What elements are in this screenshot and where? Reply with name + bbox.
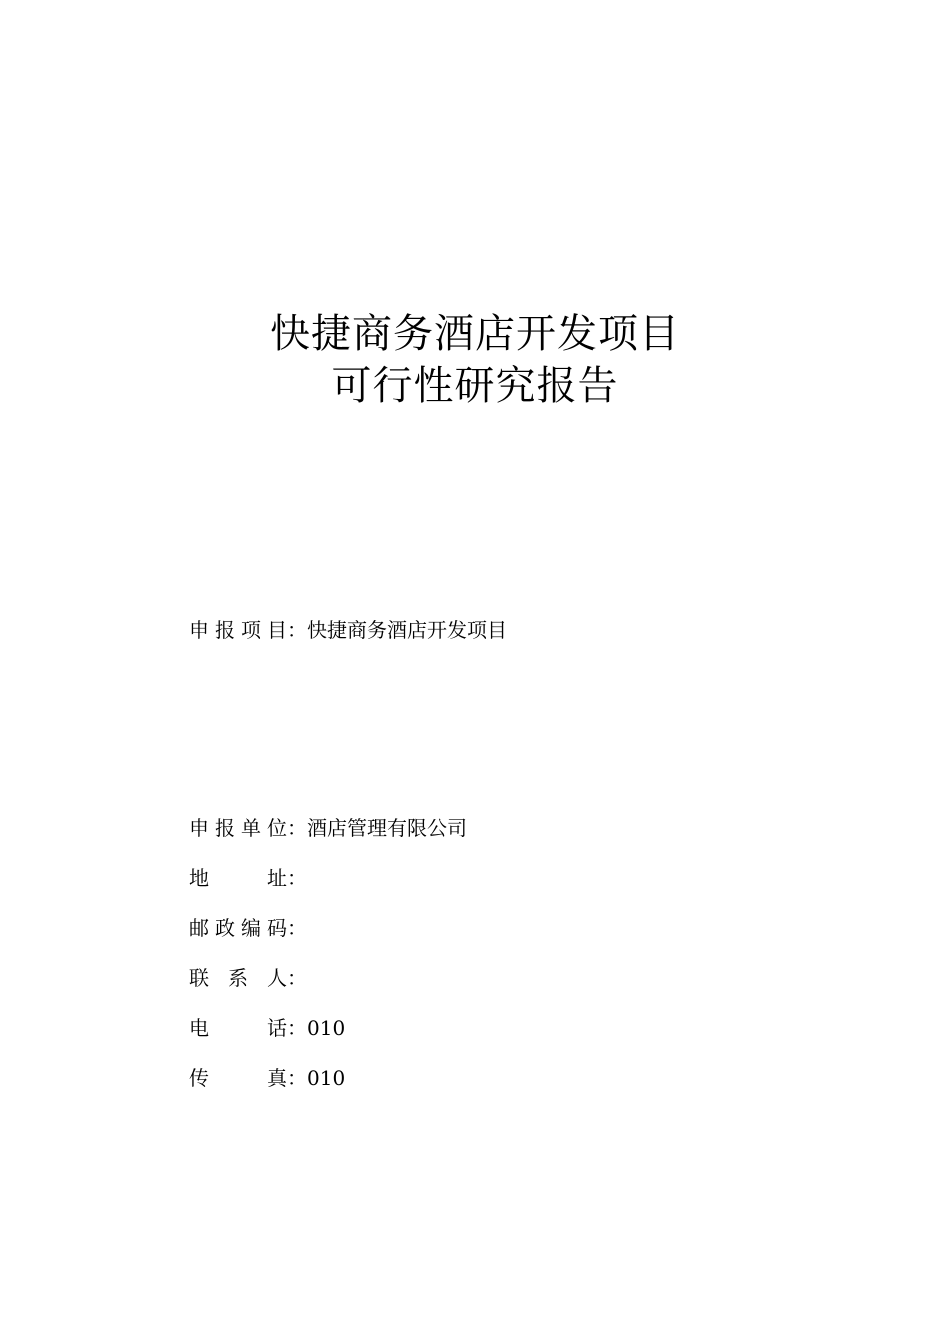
field-phone-label: 电话 (189, 1016, 287, 1040)
field-fax-label: 传真 (189, 1066, 287, 1090)
field-project-label: 申报项目 (189, 618, 287, 642)
field-unit-label: 申报单位 (189, 816, 287, 840)
report-title (0, 308, 950, 412)
field-unit-colon: ： (287, 816, 307, 840)
field-fax-colon: ： (287, 1066, 307, 1090)
field-project (189, 617, 507, 643)
field-postcode-label: 邮政编码 (189, 916, 287, 940)
field-address-colon: ： (287, 866, 307, 890)
field-unit (189, 815, 467, 841)
field-contact-colon: ： (287, 966, 307, 990)
field-fax-value: 010 (307, 1066, 346, 1090)
title-line-2: 可行性研究报告 (331, 363, 619, 409)
field-phone-value: 010 (307, 1016, 346, 1040)
field-contact (189, 965, 307, 991)
field-unit-value: 酒店管理有限公司 (307, 816, 467, 840)
field-postcode-colon: ： (287, 916, 307, 940)
field-project-value: 快捷商务酒店开发项目 (307, 618, 507, 642)
field-phone (189, 1015, 345, 1041)
field-address (189, 865, 307, 891)
field-postcode (189, 915, 307, 941)
field-project-colon: ： (287, 618, 307, 642)
field-address-label: 地址 (189, 866, 287, 890)
field-contact-label: 联系人 (189, 966, 287, 990)
field-phone-colon: ： (287, 1016, 307, 1040)
field-fax (189, 1065, 345, 1091)
title-line-1: 快捷商务酒店开发项目 (270, 311, 680, 357)
